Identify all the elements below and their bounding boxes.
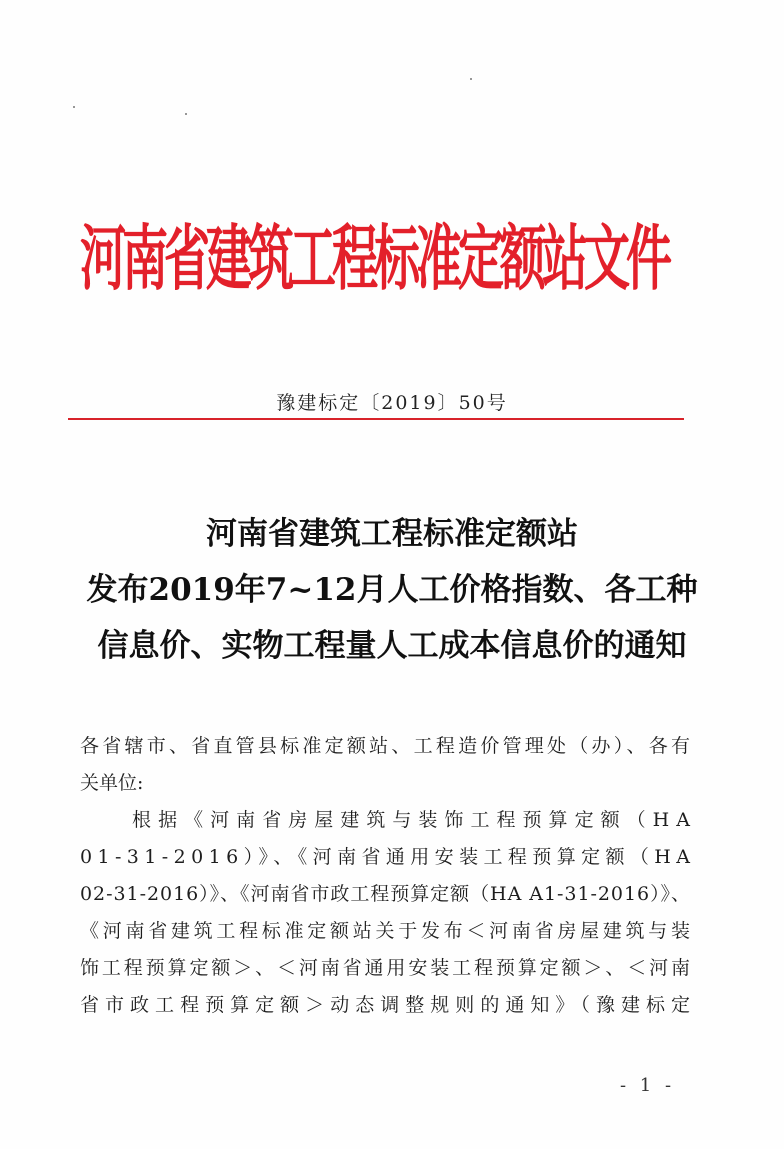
- scan-speck: [470, 78, 472, 80]
- body-line: 各省辖市、省直管县标准定额站、工程造价管理处（办）、各有: [80, 735, 694, 757]
- page-number: - 1 -: [620, 1075, 676, 1096]
- notice-title: [0, 506, 784, 674]
- notice-body: [80, 728, 698, 1024]
- notice-title-line: 发布2019年7~12月人工价格指数、各工种: [86, 572, 698, 608]
- body-line: 根据《河南省房屋建筑与装饰工程预算定额（HA: [80, 809, 698, 831]
- body-line: 关单位:: [80, 772, 144, 794]
- red-divider-rule: [68, 418, 684, 420]
- body-line: 02-31-2016）》、《河南省市政工程预算定额（HA A1-31-2016）》、: [80, 883, 691, 905]
- body-line: 01-31-2016）》、《河南省通用安装工程预算定额（HA: [80, 846, 696, 868]
- issuer-header-title: 河南省建筑工程标准定额站文件: [80, 216, 668, 300]
- document-number: 豫建标定〔2019〕50号: [276, 392, 508, 414]
- body-line: 饰工程预算定额＞、＜河南省通用安装工程预算定额＞、＜河南: [80, 957, 693, 979]
- body-line: 省市政工程预算定额＞动态调整规则的通知》（豫建标定: [80, 994, 697, 1016]
- body-line: 《河南省建筑工程标准定额站关于发布＜河南省房屋建筑与装: [80, 920, 694, 942]
- notice-title-line: 河南省建筑工程标准定额站: [206, 516, 578, 552]
- notice-title-line: 信息价、实物工程量人工成本信息价的通知: [97, 628, 687, 664]
- scan-speck: [185, 113, 187, 115]
- scan-speck: [73, 106, 75, 108]
